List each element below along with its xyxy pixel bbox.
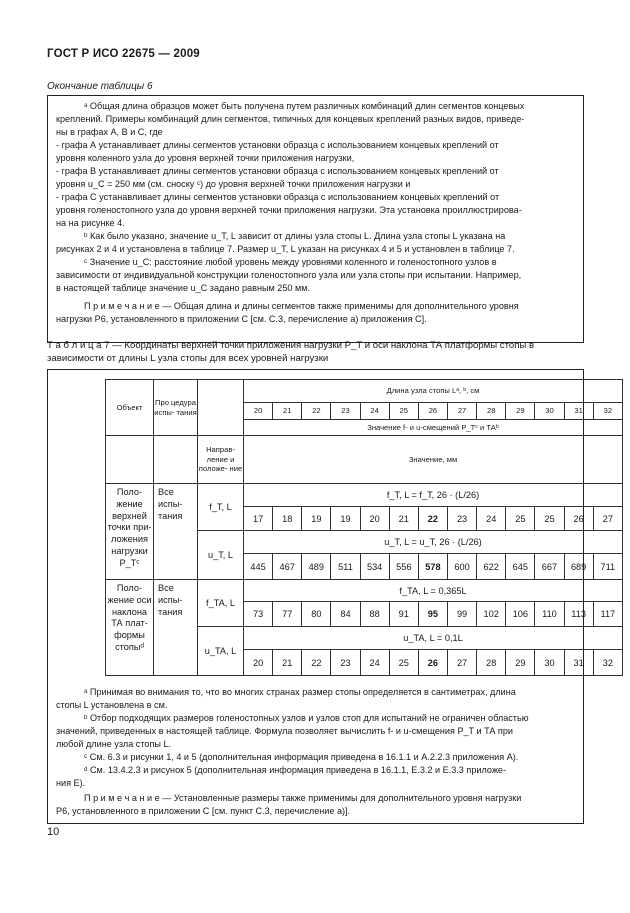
value-cell: 18	[273, 507, 302, 531]
note-line: креплений. Примеры комбинаций длин сегментов, типичных для концевых креплений разных видов, приведе-	[56, 114, 525, 124]
length-header: 27	[447, 403, 476, 420]
value-cell: 30	[535, 650, 564, 676]
note-line: ны в графах А, В и С, где	[56, 127, 163, 137]
value-cell: 102	[477, 602, 506, 627]
value-cell: 95	[418, 602, 447, 627]
formula-f-t: f_T, L = f_T, 26 · (L/26)	[244, 484, 623, 507]
length-header: 26	[418, 403, 447, 420]
value-cell: 91	[389, 602, 418, 627]
footnote-line: стопы L установлена в см.	[56, 700, 168, 710]
note-line: ᵇ Как было указано, значение u_T, L зависит от длины узла стопы L. Длина узла стопы L указана на	[84, 231, 506, 241]
formula-f-ta: f_TA, L = 0,365L	[244, 580, 623, 602]
length-header: 24	[360, 403, 389, 420]
col-header-value: Значение, мм	[244, 436, 623, 484]
table7	[105, 379, 623, 676]
page-number: 10	[47, 826, 60, 838]
value-cell: 88	[360, 602, 389, 627]
value-cell: 667	[535, 554, 564, 580]
cell-empty	[106, 436, 154, 484]
value-cell: 467	[273, 554, 302, 580]
value-cell: 19	[331, 507, 360, 531]
value-cell: 17	[244, 507, 273, 531]
footnote-line: ᶜ См. 6.3 и рисунки 1, 4 и 5 (дополнительная информация приведена в 16.1.1 и А.2.2.3 приложения А).	[84, 752, 519, 762]
table7-title-line1: Т а б л и ц а 7 — Координаты верхней точки приложения нагрузки P_T и оси наклона ТА платформы стопы в	[47, 340, 535, 351]
col-header-direction: Направ- ление и положе- ние	[198, 436, 244, 484]
value-cell: 113	[564, 602, 593, 627]
document-header: ГОСТ Р ИСО 22675 — 2009	[47, 48, 200, 60]
value-cell: 117	[593, 602, 622, 627]
table7-title-line2: зависимости от длины L узла стопы для всех уровней нагрузки	[47, 353, 329, 364]
note-line: ᶜ Значение u_C: расстояние любой уровень между уровнями коленного и голеностопного узлов в	[84, 257, 497, 267]
value-cell: 80	[302, 602, 331, 627]
table-continuation-caption: Окончание таблицы 6	[47, 81, 153, 92]
value-cell: 600	[447, 554, 476, 580]
note-line: П р и м е ч а н и е — Общая длина и длины сегментов также применимы для дополнительного уровня	[84, 301, 519, 311]
value-cell: 26	[564, 507, 593, 531]
row-label-f-ta: f_TA, L	[198, 580, 244, 627]
note-line: уровня u_C = 250 мм (см. сноску ᶜ) до уровня верхней точки приложения нагрузки и	[56, 179, 411, 189]
col-header-empty	[198, 380, 244, 436]
value-cell: 25	[506, 507, 535, 531]
value-cell: 20	[244, 650, 273, 676]
value-cell: 27	[447, 650, 476, 676]
note-line: на на рисунке 4.	[56, 218, 125, 228]
row-label-u-t: u_T, L	[198, 531, 244, 580]
length-header: 31	[564, 403, 593, 420]
value-cell: 32	[593, 650, 622, 676]
col-header-object: Объект	[106, 380, 154, 436]
note-line: - графа А устанавливает длины сегментов установки образца с использованием концевых креплений от	[56, 140, 499, 150]
col-header-foot-length: Длина узла стопы Lᵃ, ᵇ, см	[244, 380, 623, 403]
value-cell: 27	[593, 507, 622, 531]
note-line: - графа С устанавливает длины сегментов установки образца с использованием концевых креплений от	[56, 192, 500, 202]
footnote-line: ᵃ Принимая во внимания то, что во многих странах размер стопы определяется в сантиметрах, длина	[84, 687, 516, 697]
value-cell: 24	[477, 507, 506, 531]
length-header: 25	[389, 403, 418, 420]
value-cell: 99	[447, 602, 476, 627]
value-cell: 622	[477, 554, 506, 580]
value-cell: 534	[360, 554, 389, 580]
value-cell: 73	[244, 602, 273, 627]
length-header: 21	[273, 403, 302, 420]
length-header: 30	[535, 403, 564, 420]
value-cell: 26	[418, 650, 447, 676]
value-cell: 28	[477, 650, 506, 676]
value-cell: 711	[593, 554, 622, 580]
row-object-load-point: Поло- жение верхней точки при- ложения нагрузки P_Tᶜ	[106, 484, 154, 580]
note-line: уровня коленного узла до уровня верхней точки приложения нагрузки,	[56, 153, 355, 163]
footnote-line: ᵇ Отбор подходящих размеров голеностопных узлов и узлов стоп для испытаний не ограничен областью	[84, 713, 529, 723]
value-cell: 556	[389, 554, 418, 580]
length-header: 20	[244, 403, 273, 420]
note-line: рисунках 2 и 4 и установлена в таблице 7. Размер u_T, L указан на рисунках 4 и 5 и установлен в таблице 7.	[56, 244, 515, 254]
value-cell: 24	[360, 650, 389, 676]
value-cell: 445	[244, 554, 273, 580]
value-cell: 511	[331, 554, 360, 580]
value-cell: 23	[447, 507, 476, 531]
value-cell: 21	[389, 507, 418, 531]
note-line: - графа В устанавливает длины сегментов установки образца с использованием концевых креплений от	[56, 166, 499, 176]
length-header: 32	[593, 403, 622, 420]
table7-box	[47, 369, 616, 824]
cell-empty	[154, 436, 198, 484]
value-cell: 23	[331, 650, 360, 676]
formula-u-ta: u_TA, L = 0,1L	[244, 627, 623, 650]
row-object-tilt-axis: Поло- жение оси наклона ТА плат- формы стопыᵈ	[106, 580, 154, 676]
footnote-line: ния Е).	[56, 778, 86, 788]
footnote-line: значений, приведенных в настоящей таблице. Формула позволяет вычислить f- и u-смещения P_T и ТА при	[56, 726, 513, 736]
value-cell: 22	[302, 650, 331, 676]
length-header: 22	[302, 403, 331, 420]
value-cell: 31	[564, 650, 593, 676]
col-header-offsets: Значение f- и u-смещений P_Tᶜ и ТАᵇ	[244, 420, 623, 436]
value-cell: 22	[418, 507, 447, 531]
footnote-line: ᵈ См. 13.4.2.3 и рисунок 5 (дополнительная информация приведена в 16.1.1, Е.3.2 и Е.3.3 приложе-	[84, 765, 506, 775]
value-cell: 645	[506, 554, 535, 580]
length-header: 29	[506, 403, 535, 420]
footnote-line: Р6, установленного в приложении С [см. пункт С.3, перечисление а)].	[56, 806, 351, 816]
length-header: 23	[331, 403, 360, 420]
value-cell: 29	[506, 650, 535, 676]
value-cell: 578	[418, 554, 447, 580]
value-cell: 19	[302, 507, 331, 531]
formula-u-t: u_T, L = u_T, 26 · (L/26)	[244, 531, 623, 554]
footnote-line: П р и м е ч а н и е — Установленные размеры также применимы для дополнительного уровня нагрузки	[84, 793, 522, 803]
row-label-f-t: f_T, L	[198, 484, 244, 531]
row-procedure: Все испы- тания	[154, 580, 198, 676]
note-line: уровня голеностопного узла до уровня верхней точки приложения нагрузки. Эта установка проиллюстрирова-	[56, 205, 522, 215]
value-cell: 25	[535, 507, 564, 531]
value-cell: 110	[535, 602, 564, 627]
value-cell: 84	[331, 602, 360, 627]
col-header-procedure: Про цедура испы- тания	[154, 380, 198, 436]
length-header: 28	[477, 403, 506, 420]
table6-notes-box	[47, 95, 584, 343]
value-cell: 489	[302, 554, 331, 580]
note-line: ᵃ Общая длина образцов может быть получена путем различных комбинаций длин сегментов концевых	[84, 101, 525, 111]
note-line: зависимости от индивидуальной конструкции голеностопного узла или узла стопы при испытании. Например,	[56, 270, 522, 280]
note-line: в настоящей таблице значение u_C задано равным 250 мм.	[56, 283, 311, 293]
footnote-line: любой длине узла стопы L.	[56, 739, 172, 749]
row-label-u-ta: u_TA, L	[198, 627, 244, 676]
value-cell: 20	[360, 507, 389, 531]
note-line: нагрузки Р6, установленного в приложении С [см. С.3, перечисление а) приложения С].	[56, 314, 427, 324]
value-cell: 25	[389, 650, 418, 676]
value-cell: 77	[273, 602, 302, 627]
value-cell: 21	[273, 650, 302, 676]
row-procedure: Все испы- тания	[154, 484, 198, 580]
value-cell: 689	[564, 554, 593, 580]
value-cell: 106	[506, 602, 535, 627]
